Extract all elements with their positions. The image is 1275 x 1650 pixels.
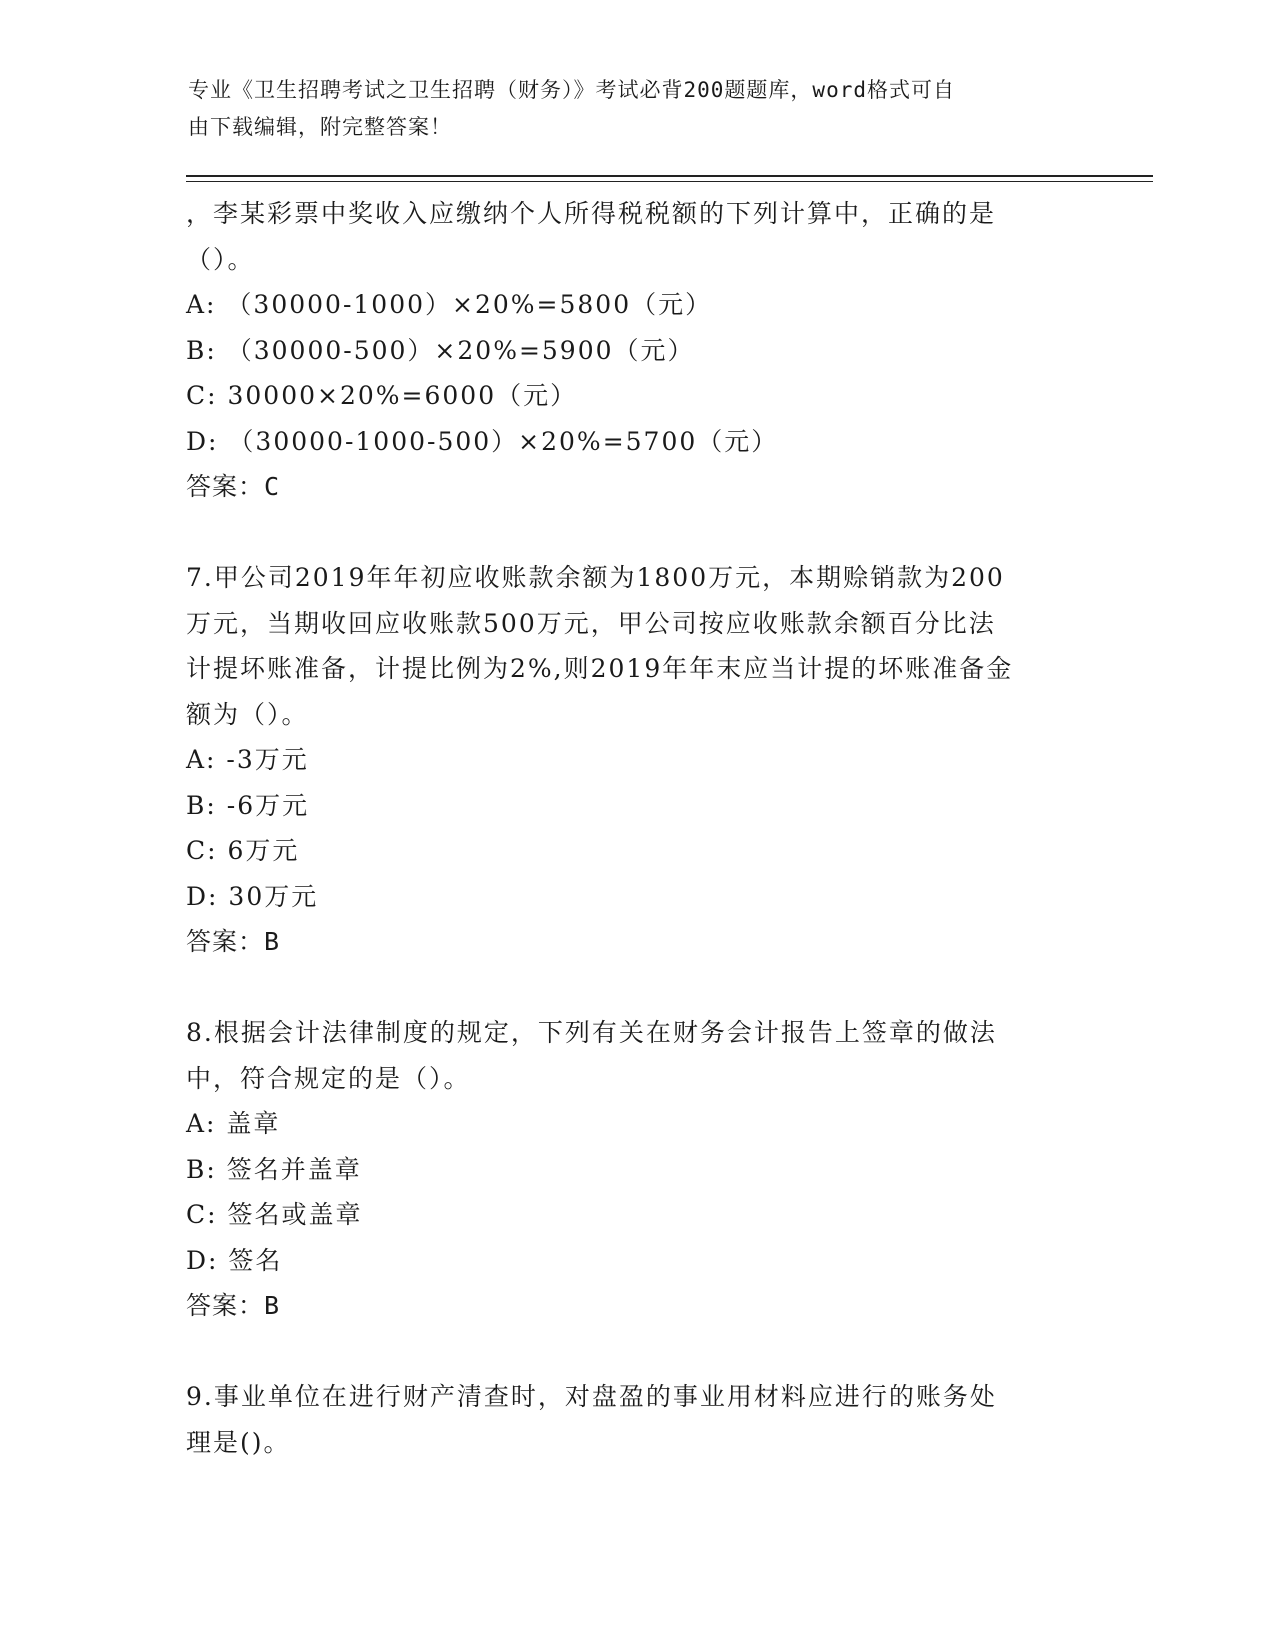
option-b: B: 签名并盖章 — [186, 1154, 362, 1184]
header-line-2: 由下载编辑，附完整答案！ — [188, 115, 452, 139]
question-6 — [186, 191, 1086, 510]
document-body — [186, 191, 1086, 1465]
option-c: C: 30000×20%=6000（元） — [186, 381, 578, 410]
option-d: D: 30万元 — [186, 881, 319, 911]
header-divider-thin — [186, 181, 1153, 182]
option-a: A: （30000-1000）×20%=5800（元） — [186, 290, 713, 319]
option-a: A: -3万元 — [186, 745, 309, 774]
question-stem: 额为（）。 — [186, 699, 309, 729]
header-line-1: 专业《卫生招聘考试之卫生招聘（财务）》考试必背200题题库，word格式可自 — [188, 78, 955, 102]
question-9 — [186, 1374, 1086, 1465]
option-a: A: 盖章 — [186, 1109, 281, 1138]
question-8 — [186, 1010, 1086, 1329]
question-stem: 计提坏账准备，计提比例为2%,则2019年年末应当计提的坏账准备金 — [186, 654, 1014, 683]
option-d: D: 签名 — [186, 1245, 283, 1275]
document-header — [188, 72, 1068, 146]
question-7 — [186, 555, 1086, 965]
option-d: D: （30000-1000-500）×20%=5700（元） — [186, 426, 779, 456]
header-divider-thick — [186, 175, 1153, 177]
question-stem: ，李某彩票中奖收入应缴纳个人所得税税额的下列计算中，正确的是 — [186, 199, 997, 228]
answer-label: 答案：C — [186, 472, 281, 501]
option-c: C: 6万元 — [186, 836, 300, 865]
answer-label: 答案：B — [186, 1291, 281, 1320]
question-stem: 8.根据会计法律制度的规定，下列有关在财务会计报告上签章的做法 — [186, 1018, 997, 1047]
option-b: B: （30000-500）×20%=5900（元） — [186, 335, 695, 365]
option-b: B: -6万元 — [186, 790, 310, 820]
question-stem: 9.事业单位在进行财产清查时，对盘盈的事业用材料应进行的账务处 — [186, 1382, 997, 1411]
question-stem: 理是()。 — [186, 1427, 291, 1457]
option-c: C: 签名或盖章 — [186, 1200, 363, 1229]
question-stem: 中，符合规定的是（）。 — [186, 1063, 471, 1093]
question-stem: 7.甲公司2019年年初应收账款余额为1800万元，本期赊销款为200 — [186, 563, 1005, 592]
question-stem: （）。 — [186, 244, 255, 274]
question-stem: 万元，当期收回应收账款500万元，甲公司按应收账款余额百分比法 — [186, 608, 996, 638]
answer-label: 答案：B — [186, 927, 281, 956]
